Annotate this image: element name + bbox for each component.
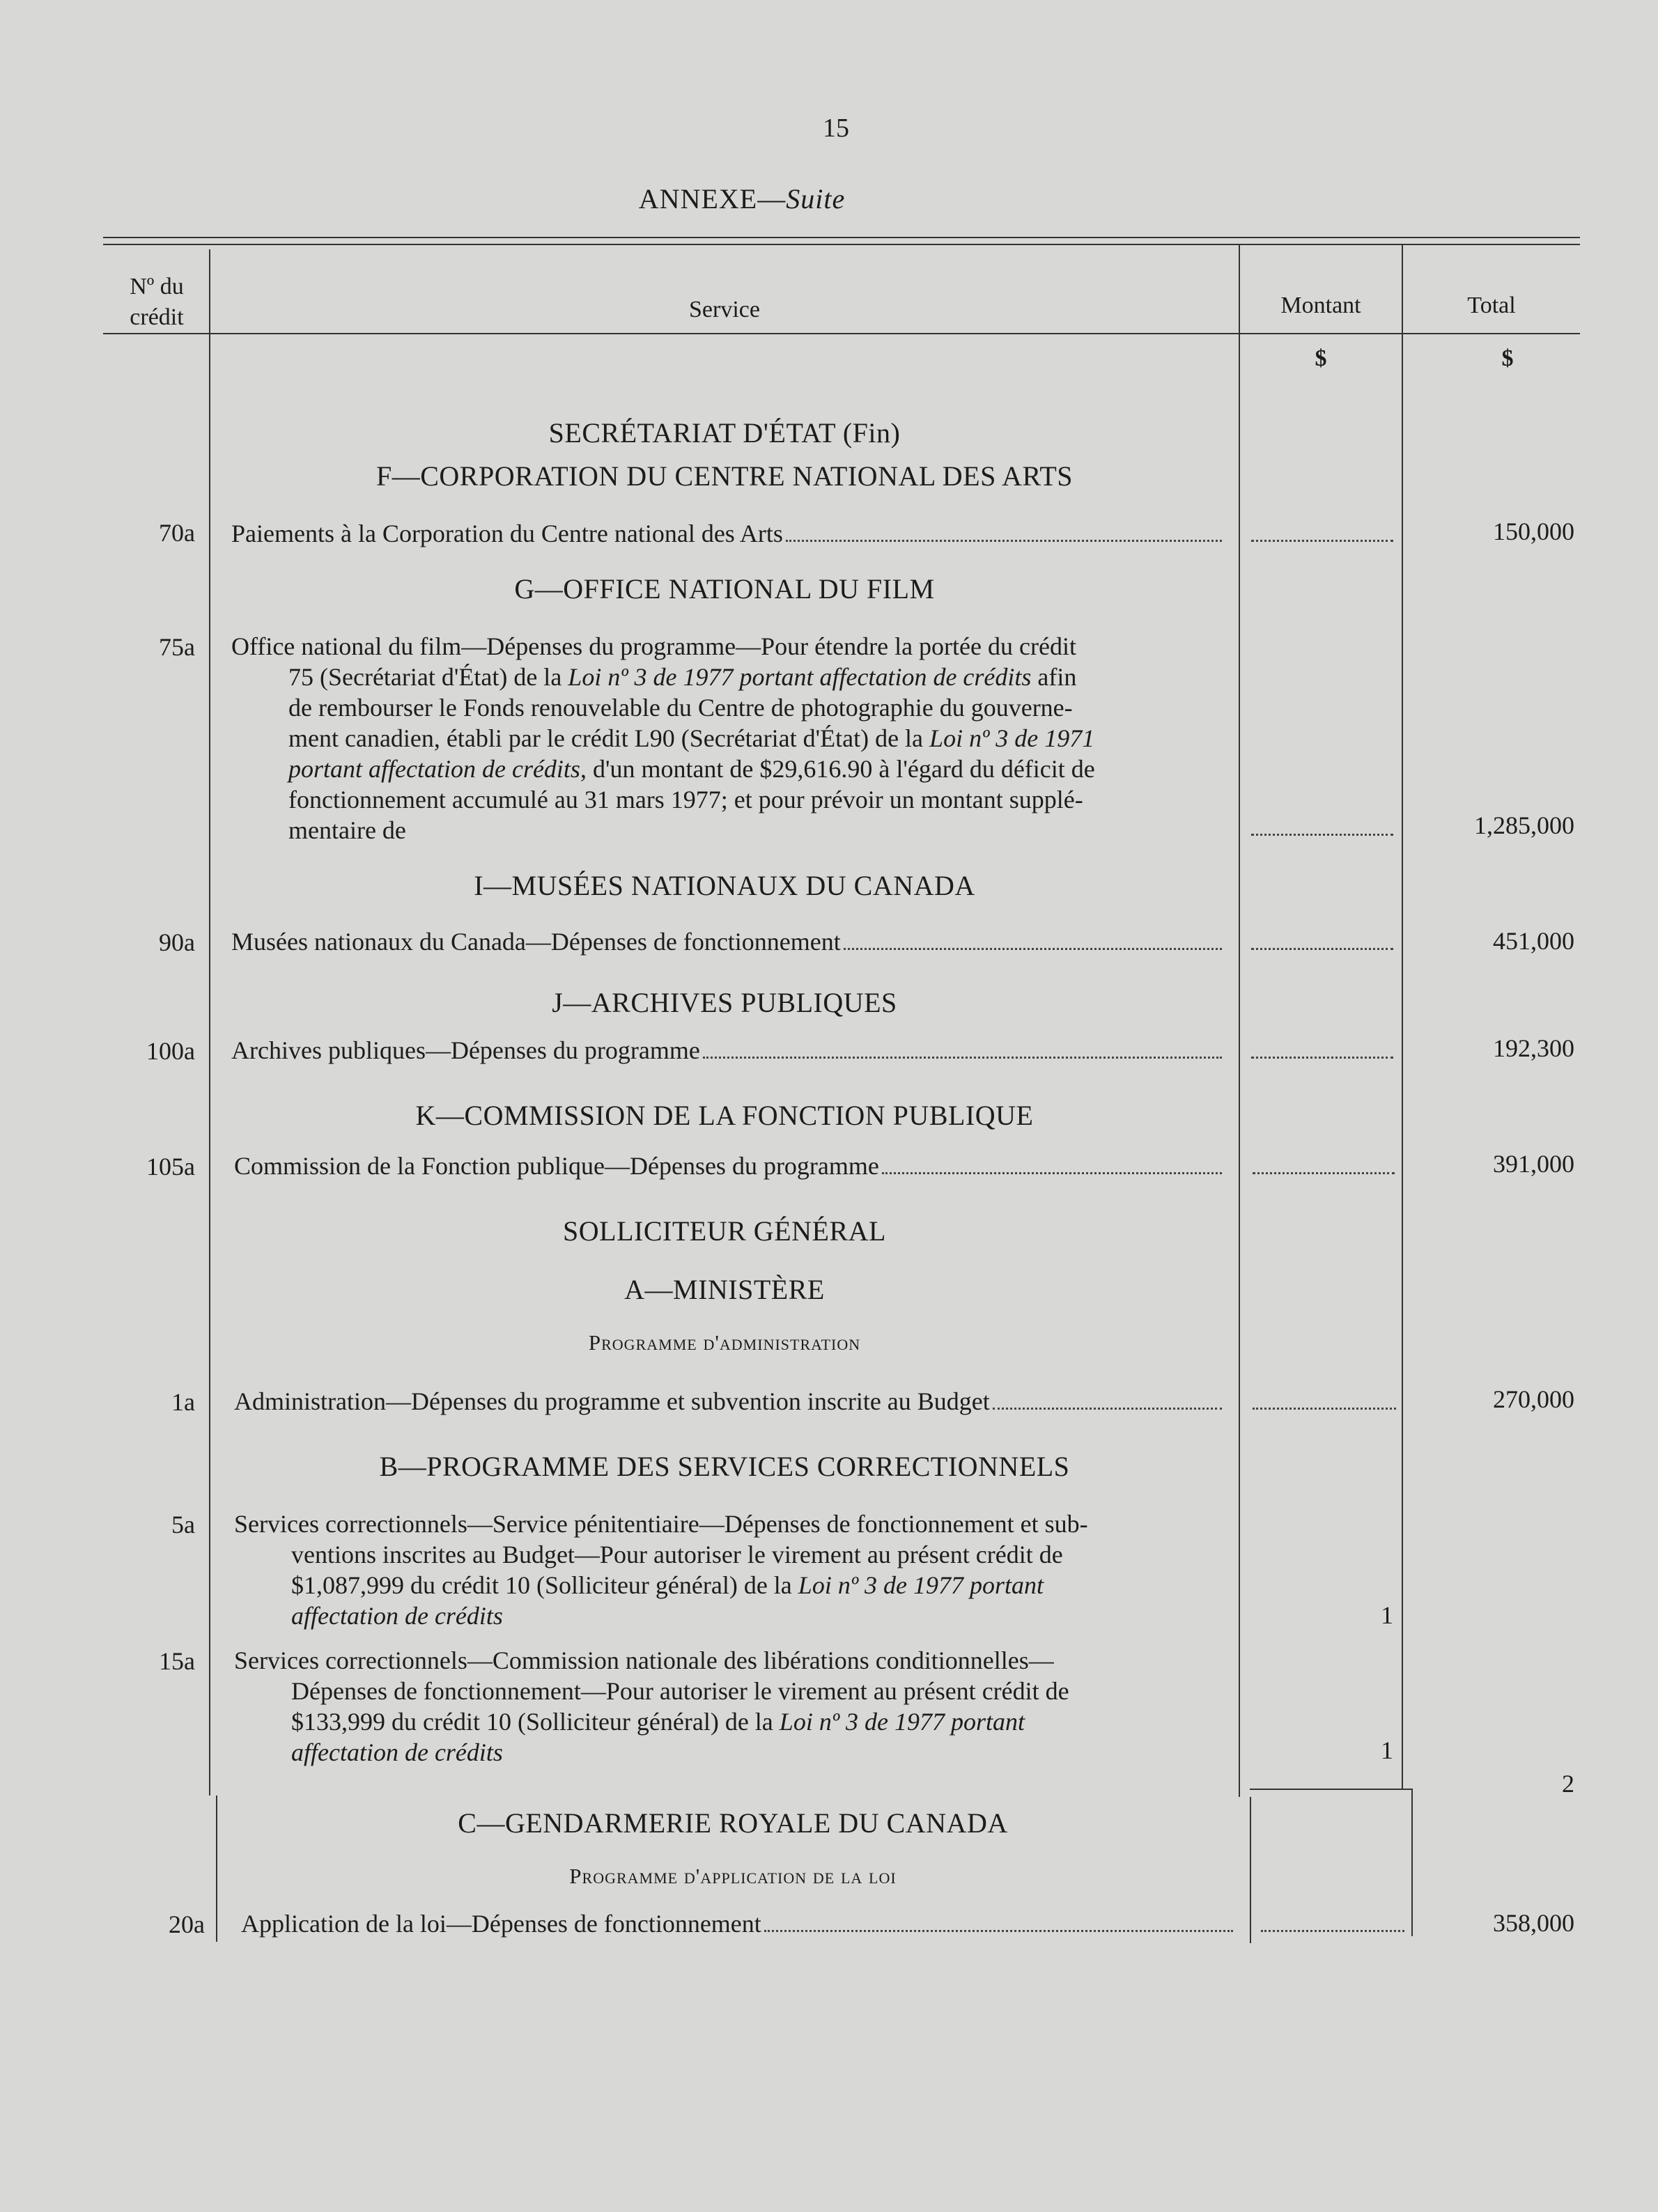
montant-dots: [1251, 832, 1393, 836]
total-value: 358,000: [1493, 1909, 1574, 1937]
service-line: Office national du film—Dépenses du programme—Pour étendre la portée du crédit: [231, 632, 1076, 660]
total-value: 270,000: [1493, 1385, 1574, 1413]
service-line: affectation de crédits: [291, 1602, 503, 1630]
section-heading: SECRÉTARIAT D'ÉTAT (Fin): [548, 417, 901, 449]
section-heading: K—COMMISSION DE LA FONCTION PUBLIQUE: [415, 1100, 1034, 1131]
service-text: [234, 1645, 1226, 1768]
service-line: portant affectation de crédits, d'un montant de $29,616.90 à l'égard du déficit de: [288, 755, 1095, 783]
section-heading: F—CORPORATION DU CENTRE NATIONAL DES ARTS: [375, 460, 1073, 492]
montant-dots: [1251, 946, 1393, 950]
table-top-rule: [103, 237, 1580, 238]
program-heading: Programme d'application de la loi: [569, 1864, 897, 1888]
total-value: 150,000: [1493, 517, 1574, 545]
page-title: ANNEXE—Suite: [638, 183, 846, 215]
service-line: $1,087,999 du crédit 10 (Solliciteur général) de la Loi nº 3 de 1977 portant: [291, 1571, 1044, 1599]
credit-number: 70a: [159, 519, 195, 547]
montant-value: 1: [1381, 1736, 1393, 1764]
col-divider-total: [1402, 244, 1403, 1790]
service-line: Services correctionnels—Commission nationale des libérations conditionnelles—: [234, 1646, 1054, 1674]
credit-number: 105a: [146, 1153, 195, 1181]
currency-total: $: [1501, 345, 1514, 371]
section-heading: C—GENDARMERIE ROYALE DU CANADA: [458, 1807, 1008, 1839]
montant-subtotal-rule: [1250, 1789, 1413, 1790]
section-heading: B—PROGRAMME DES SERVICES CORRECTIONNELS: [379, 1451, 1070, 1482]
service-text: Commission de la Fonction publique—Dépenses du programme: [234, 1151, 1226, 1181]
service-text: [234, 1509, 1226, 1631]
service-text: Application de la loi—Dépenses de fonctionnement: [241, 1908, 1237, 1939]
credit-number: 20a: [169, 1910, 205, 1938]
header-credit: Nº du crédit: [130, 274, 184, 330]
service-line: Dépenses de fonctionnement—Pour autoriser le virement au présent crédit de: [291, 1677, 1069, 1705]
service-text: Archives publiques—Dépenses du programme: [231, 1035, 1226, 1066]
section-heading: J—ARCHIVES PUBLIQUES: [552, 987, 897, 1018]
credit-number: 15a: [159, 1647, 195, 1675]
service-line: de rembourser le Fonds renouvelable du Centre de photographie du gouverne-: [288, 694, 1073, 722]
service-line: $133,999 du crédit 10 (Solliciteur général) de la Loi nº 3 de 1977 portant: [291, 1708, 1025, 1736]
montant-dots: [1253, 1405, 1396, 1410]
credit-number: 100a: [146, 1037, 195, 1065]
service-text: Musées nationaux du Canada—Dépenses de fonctionnement: [231, 926, 1226, 957]
section-heading: A—MINISTÈRE: [624, 1274, 825, 1305]
credit-number: 5a: [171, 1511, 195, 1539]
service-text: [231, 631, 1226, 846]
montant-dots: [1253, 1170, 1395, 1174]
service-text: Administration—Dépenses du programme et subvention inscrite au Budget: [234, 1386, 1226, 1417]
service-text: Paiements à la Corporation du Centre national des Arts: [231, 518, 1226, 549]
section-heading: SOLLICITEUR GÉNÉRAL: [563, 1215, 886, 1247]
header-total: Total: [1467, 293, 1516, 318]
service-line: ventions inscrites au Budget—Pour autoriser le virement au présent crédit de: [291, 1541, 1063, 1568]
total-value: 451,000: [1493, 927, 1574, 955]
header-montant: Montant: [1280, 293, 1361, 318]
service-line: mentaire de: [288, 816, 406, 844]
credit-number: 1a: [171, 1388, 195, 1416]
montant-dots: [1261, 1928, 1404, 1932]
table-top-rule-2: [103, 244, 1580, 245]
page-number: 15: [823, 114, 849, 143]
total-value: 192,300: [1493, 1034, 1574, 1062]
service-line: 75 (Secrétariat d'État) de la Loi nº 3 de 1977 portant affectation de crédits afin: [288, 663, 1077, 691]
montant-value: 1: [1381, 1601, 1393, 1629]
header-bottom-rule: [103, 333, 1580, 334]
credit-number: 75a: [159, 633, 195, 661]
section-heading: G—OFFICE NATIONAL DU FILM: [514, 573, 935, 605]
currency-montant: $: [1315, 345, 1327, 371]
service-line: fonctionnement accumulé au 31 mars 1977; et pour prévoir un montant supplé-: [288, 786, 1083, 813]
service-line: ment canadien, établi par le crédit L90 (Secrétariat d'État) de la Loi nº 3 de 1971: [288, 724, 1095, 752]
total-value: 1,285,000: [1474, 811, 1574, 839]
service-line: Services correctionnels—Service pénitentiaire—Dépenses de fonctionnement et sub-: [234, 1510, 1088, 1538]
service-line: affectation de crédits: [291, 1738, 503, 1766]
subtotal-value: 2: [1562, 1770, 1574, 1798]
program-heading: Programme d'administration: [588, 1330, 861, 1355]
section-heading: I—MUSÉES NATIONAUX DU CANADA: [474, 870, 975, 901]
col-divider-montant-lower: [1250, 1797, 1251, 1943]
montant-dots: [1251, 1054, 1393, 1059]
credit-number: 90a: [159, 928, 195, 956]
header-service: Service: [689, 297, 760, 322]
montant-dots: [1251, 538, 1393, 542]
total-value: 391,000: [1493, 1150, 1574, 1178]
